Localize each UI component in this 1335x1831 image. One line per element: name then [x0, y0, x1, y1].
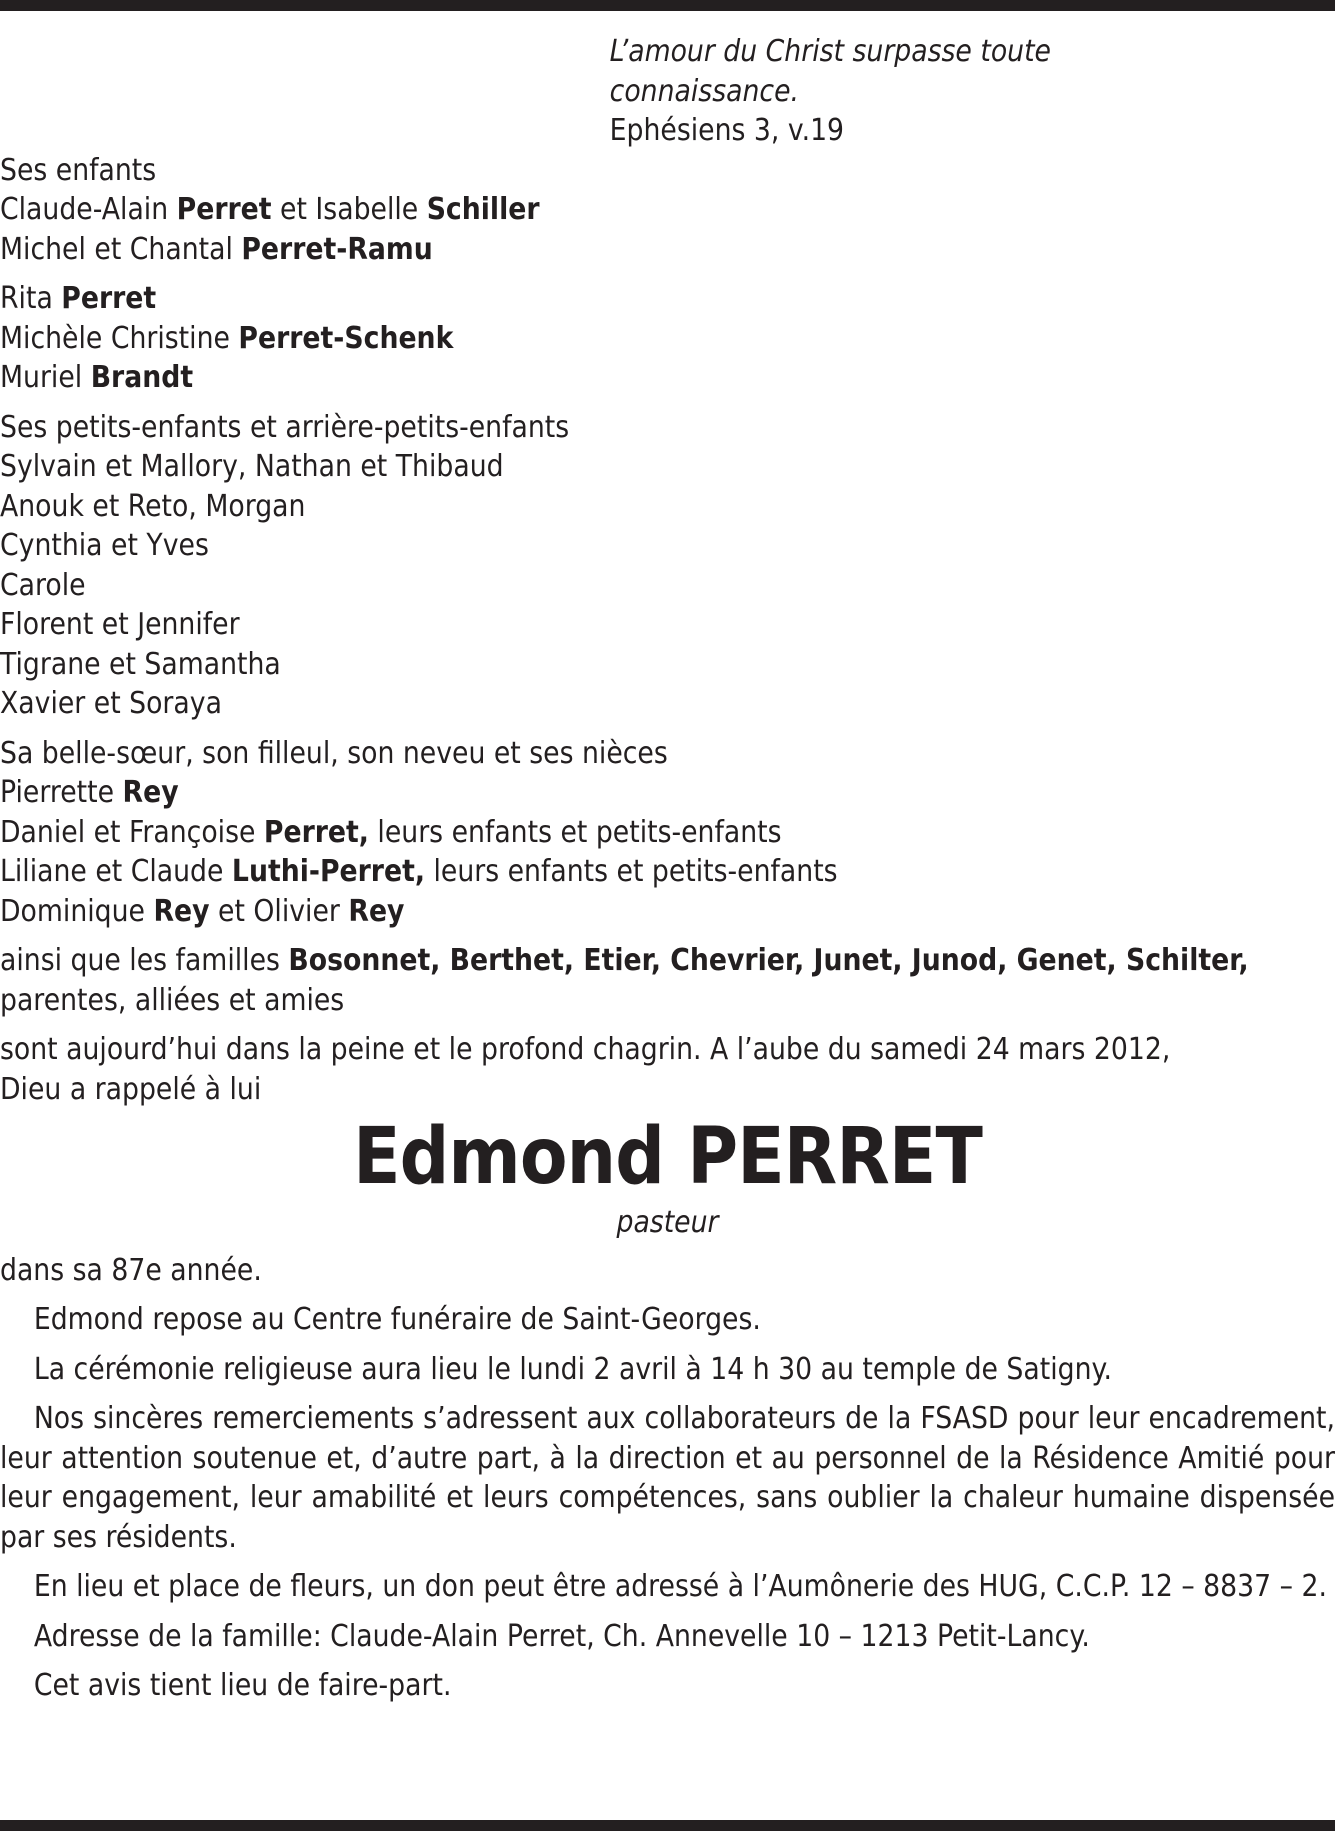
other-line-1: Rita Perret: [0, 281, 157, 316]
other-line-2: Michèle Christine Perret-Schenk: [0, 320, 454, 356]
families-line-1: ainsi que les familles Bosonnet, Berthet, Etier, Chevrier, Junet, Junod, Genet, Schilter,: [0, 943, 1249, 978]
deceased-age: dans sa 87e année.: [0, 1252, 262, 1288]
deceased-name: Edmond PERRET: [353, 1112, 982, 1202]
relative-line-3: Liliane et Claude Luthi-Perret, leurs enfants et petits-enfants: [0, 854, 838, 889]
relatives-heading: Sa belle-sœur, son filleul, son neveu et ses nièces: [0, 735, 668, 771]
epigraph: [610, 32, 1189, 151]
top-rule: [0, 0, 1335, 11]
relative-line-4: Dominique Rey et Olivier Rey: [0, 893, 405, 929]
paragraph-family-address: Adresse de la famille: Claude-Alain Perret, Ch. Annevelle 10 – 1213 Petit-Lancy.: [33, 1618, 1090, 1654]
paragraph-donation: En lieu et place de fleurs, un don peut être adressé à l’Aumônerie des HUG, C.C.P. 12 – 8837 – 2.: [33, 1569, 1327, 1604]
grandchild-line: Xavier et Soraya: [0, 686, 222, 721]
families-line-2: parentes, alliées et amies: [0, 982, 345, 1018]
paragraph-closing: Cet avis tient lieu de faire-part.: [33, 1668, 452, 1703]
child-line-2: Michel et Chantal Perret-Ramu: [0, 231, 433, 267]
relative-line-2: Daniel et Françoise Perret, leurs enfants et petits-enfants: [0, 814, 782, 850]
grandchild-line: Carole: [0, 567, 86, 603]
grandchild-line: Sylvain et Mallory, Nathan et Thibaud: [0, 449, 504, 484]
epigraph-quote-line-2: connaissance.: [609, 73, 799, 109]
families-section: [0, 941, 1249, 1020]
paragraph-ceremony: La cérémonie religieuse aura lieu le lundi 2 avril à 14 h 30 au temple de Satigny.: [33, 1351, 1112, 1387]
announcement-line-1: sont aujourd’hui dans la peine et le profond chagrin. A l’aube du samedi 24 mars 2012,: [0, 1032, 1171, 1067]
grandchild-line: Florent et Jennifer: [0, 607, 240, 642]
bottom-rule: [0, 1820, 1335, 1831]
grandchildren-section: [0, 408, 1188, 724]
deceased-role: pasteur: [616, 1205, 719, 1240]
others-section: [0, 279, 1188, 398]
children-heading: Ses enfants: [0, 152, 157, 188]
children-section: [0, 151, 1188, 270]
announcement-section: [0, 1030, 1188, 1109]
grandchild-line: Cynthia et Yves: [0, 528, 209, 563]
relatives-section: [0, 734, 1188, 932]
other-line-3: Muriel Brandt: [0, 360, 194, 395]
child-line-1: Claude-Alain Perret et Isabelle Schiller: [0, 192, 540, 227]
grandchild-line: Anouk et Reto, Morgan: [0, 488, 306, 524]
obituary-notice: [0, 32, 1335, 1706]
grandchild-line: Tigrane et Samantha: [0, 646, 281, 682]
announcement-line-2: Dieu a rappelé à lui: [0, 1071, 262, 1107]
epigraph-reference: Ephésiens 3, v.19: [609, 113, 845, 148]
epigraph-quote-line-1: L’amour du Christ surpasse toute: [609, 34, 1051, 69]
grandchildren-heading: Ses petits-enfants et arrière-petits-enfants: [0, 409, 570, 445]
paragraph-rest-place: Edmond repose au Centre funéraire de Saint-Georges.: [33, 1302, 761, 1337]
relative-line-1: Pierrette Rey: [0, 775, 179, 810]
paragraph-thanks: Nos sincères remerciements s’adressent aux collaborateurs de la FSASD pour leur encadrement, leur attention soutenue et, d’autre part, à la direction et au personnel de la Résidence Amitié pour leur engagement, leur amabilité et leurs compétences, sans oublier la chaleur humaine dispensée par ses résidents.: [0, 1401, 1335, 1555]
